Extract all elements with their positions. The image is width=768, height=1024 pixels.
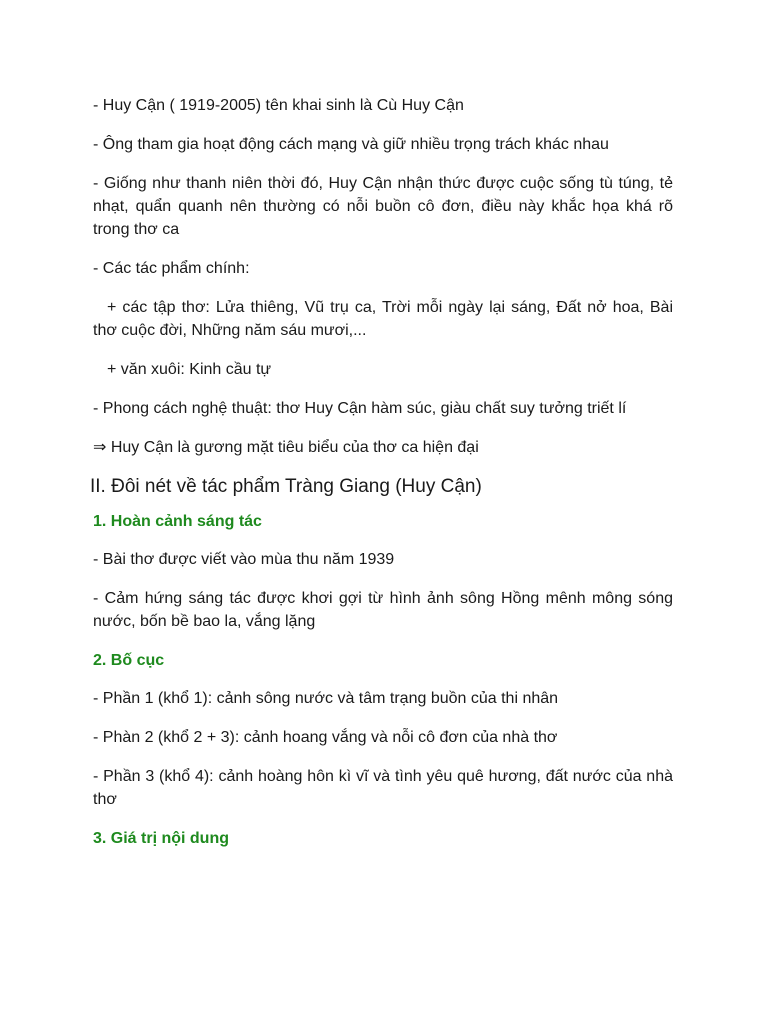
bio-career: - Ông tham gia hoạt động cách mạng và giữ nhiều trọng trách khác nhau: [93, 136, 609, 153]
section-title: II. Đôi nét về tác phẩm Tràng Giang (Huy Cận): [90, 476, 482, 497]
bio-mood: - Giống như thanh niên thời đó, Huy Cận nhận thức được cuộc sống tù túng, tẻ nhạt, quẩn quanh nên thường có nỗi buồn cô đơn, điều này khắc họa khá rõ trong thơ ca: [93, 175, 673, 238]
context-inspiration: - Cảm hứng sáng tác được khơi gợi từ hình ảnh sông Hồng mênh mông sóng nước, bốn bề bao la, vắng lặng: [93, 590, 673, 630]
structure-part-3: - Phần 3 (khổ 4): cảnh hoàng hôn kì vĩ và tình yêu quê hương, đất nước của nhà thơ: [93, 768, 673, 808]
subsection-title-context: 1. Hoàn cảnh sáng tác: [93, 513, 262, 530]
subsection-title-structure: 2. Bố cục: [93, 652, 165, 669]
context-year: - Bài thơ được viết vào mùa thu năm 1939: [93, 551, 395, 568]
subsection-title-content-value: 3. Giá trị nội dung: [93, 830, 229, 847]
bio-birth: - Huy Cận ( 1919-2005) tên khai sinh là Cù Huy Cận: [93, 97, 464, 114]
structure-part-1: - Phần 1 (khổ 1): cảnh sông nước và tâm trạng buồn của thi nhân: [93, 690, 559, 707]
works-heading: - Các tác phẩm chính:: [93, 260, 250, 277]
document-body: [90, 94, 673, 865]
works-prose: + văn xuôi: Kinh cầu tự: [107, 361, 272, 378]
structure-part-2: - Phàn 2 (khổ 2 + 3): cảnh hoang vắng và nỗi cô đơn của nhà thơ: [93, 729, 558, 746]
art-style: - Phong cách nghệ thuật: thơ Huy Cận hàm súc, giàu chất suy tưởng triết lí: [93, 400, 627, 417]
works-poetry: + các tập thơ: Lửa thiêng, Vũ trụ ca, Trời mỗi ngày lại sáng, Đất nở hoa, Bài thơ cuộc đời, Những năm sáu mươi,...: [93, 299, 673, 339]
conclusion: ⇒ Huy Cận là gương mặt tiêu biểu của thơ ca hiện đại: [93, 439, 479, 456]
